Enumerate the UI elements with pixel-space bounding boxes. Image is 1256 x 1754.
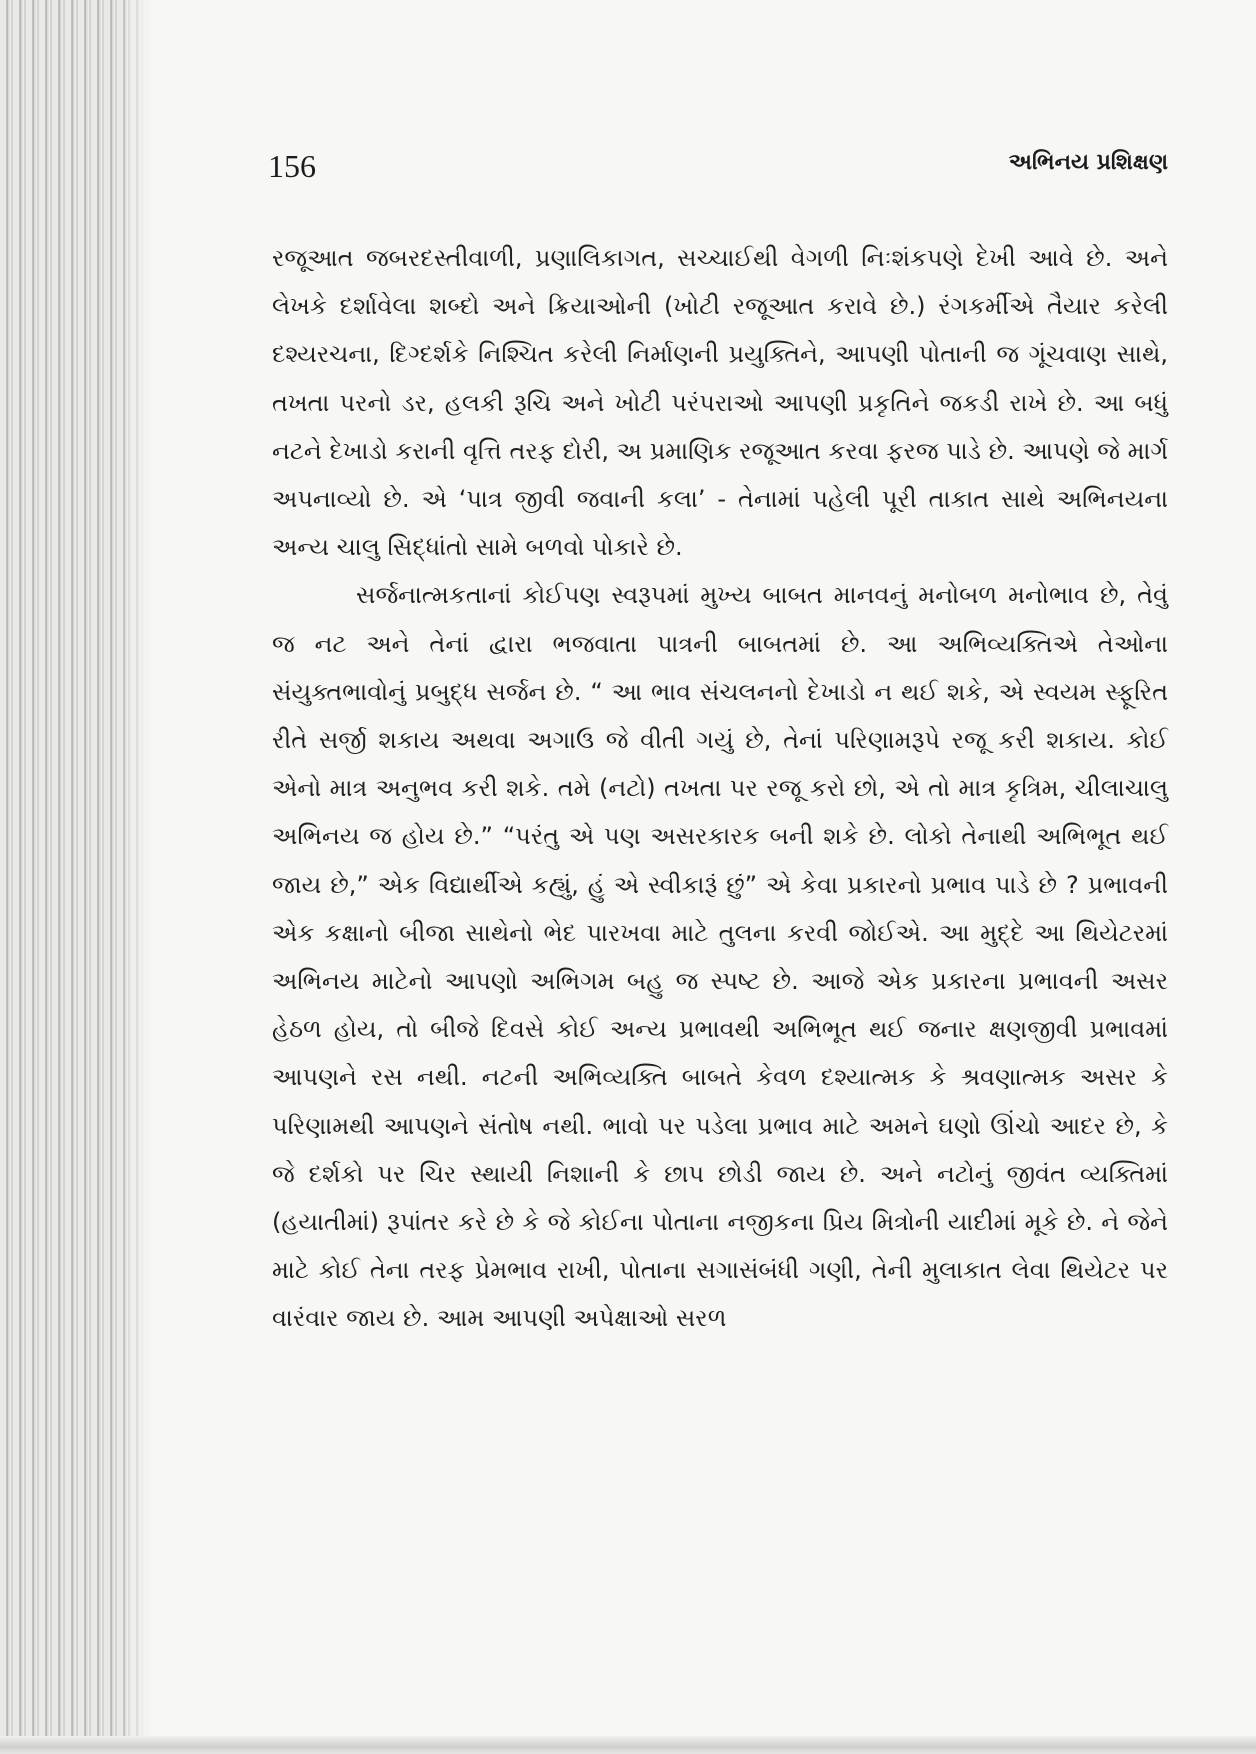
paragraph-1: રજૂઆત જબરદસ્તીવાળી, પ્રણાલિકાગત, સચ્ચાઈથી વેગળી નિઃશંકપણે દેખી આવે છે. અને લેખકે દર્શાવેલા શબ્દો અને ક્રિયાઓની (ખોટી રજૂઆત કરાવે છે.) રંગકર્મીએ તૈયાર કરેલી દશ્યરચના, દિગ્દર્શકે નિશ્ચિત કરેલી નિર્માણની પ્રયુક્તિને, આપણી પોતાની જ ગૂંચવાણ સાથે, તખતા પરનો ડર, હલકી રૂચિ અને ખોટી પરંપરાઓ આપણી પ્રકૃતિને જકડી રાખે છે. આ બધું નટને દેખાડો કરાની વૃત્તિ તરફ દોરી, અ પ્રમાણિક રજૂઆત કરવા ફરજ પાડે છે. આપણે જે માર્ગ અપનાવ્યો છે. એ ‘પાત્ર જીવી જવાની કલા’ - તેનામાં પહેલી પૂરી તાકાત સાથે અભિનયના અન્ય ચાલુ સિદ્ધાંતો સામે બળવો પોકારે છે.	[272, 244, 1168, 562]
paragraph-2: સર્જનાત્મકતાનાં કોઈપણ સ્વરૂપમાં મુખ્ય બાબત માનવનું મનોબળ મનોભાવ છે, તેવું જ નટ અને તેનાં દ્વારા ભજવાતા પાત્રની બાબતમાં છે. આ અભિવ્યક્તિએ તેઓના સંયુક્તભાવોનું પ્રબુદ્ધ સર્જન છે. “ આ ભાવ સંચલનનો દેખાડો ન થઈ શકે, એ સ્વયમ સ્ફૂરિત રીતે સર્જી શકાય અથવા અગાઉ જે વીતી ગયું છે, તેનાં પરિણામરૂપે રજૂ કરી શકાય. કોઈ એનો માત્ર અનુભવ કરી શકે. તમે (નટો) તખતા પર રજૂ કરો છો, એ તો માત્ર કૃત્રિમ, ચીલાચાલુ અભિનય જ હોય છે.” “પરંતુ એ પણ અસરકારક બની શકે છે. લોકો તેનાથી અભિભૂત થઈ જાય છે,” એક વિદ્યાર્થીએ કહ્યું, હું એ સ્વીકારૂં છું” એ કેવા પ્રકારનો પ્રભાવ પાડે છે ? પ્રભાવની એક કક્ષાનો બીજા સાથેનો ભેદ પારખવા માટે તુલના કરવી જોઈએ. આ મુદ્દે આ થિયેટરમાં અભિનય માટેનો આપણો અભિગમ બહુ જ સ્પષ્ટ છે. આજે એક પ્રકારના પ્રભાવની અસર હેઠળ હોય, તો બીજે દિવસે કોઈ અન્ય પ્રભાવથી અભિભૂત થઈ જનાર ક્ષણજીવી પ્રભાવમાં આપણને રસ નથી. નટની અભિવ્યક્તિ બાબતે કેવળ દશ્યાત્મક કે શ્રવણાત્મક અસર કે પરિણામથી આપણને સંતોષ નથી. ભાવો પર પડેલા પ્રભાવ માટે અમને ઘણો ઊંચો આદર છે, કે જે દર્શકો પર ચિર સ્થાયી નિશાની કે છાપ છોડી જાય છે. અને નટોનું જીવંત વ્યક્તિમાં (હયાતીમાં) રૂપાંતર કરે છે કે જે કોઈના પોતાના નજીકના પ્રિય મિત્રોની યાદીમાં મૂકે છે. ને જેને માટે કોઈ તેના તરફ પ્રેમભાવ રાખી, પોતાના સગાસંબંધી ગણી, તેની મુલાકાત લેવા થિયેટર પર વારંવાર જાય છે. આમ આપણી અપેક્ષાઓ સરળ	[272, 581, 1168, 1333]
running-head: અભિનય પ્રશિક્ષણ	[1008, 150, 1168, 175]
page-edges-bottom	[0, 1736, 1256, 1754]
page-edges-left	[0, 0, 150, 1754]
body-text	[272, 234, 1168, 1343]
book-page	[150, 0, 1256, 1736]
page-header	[268, 148, 1168, 188]
page-number: 156	[268, 148, 316, 184]
